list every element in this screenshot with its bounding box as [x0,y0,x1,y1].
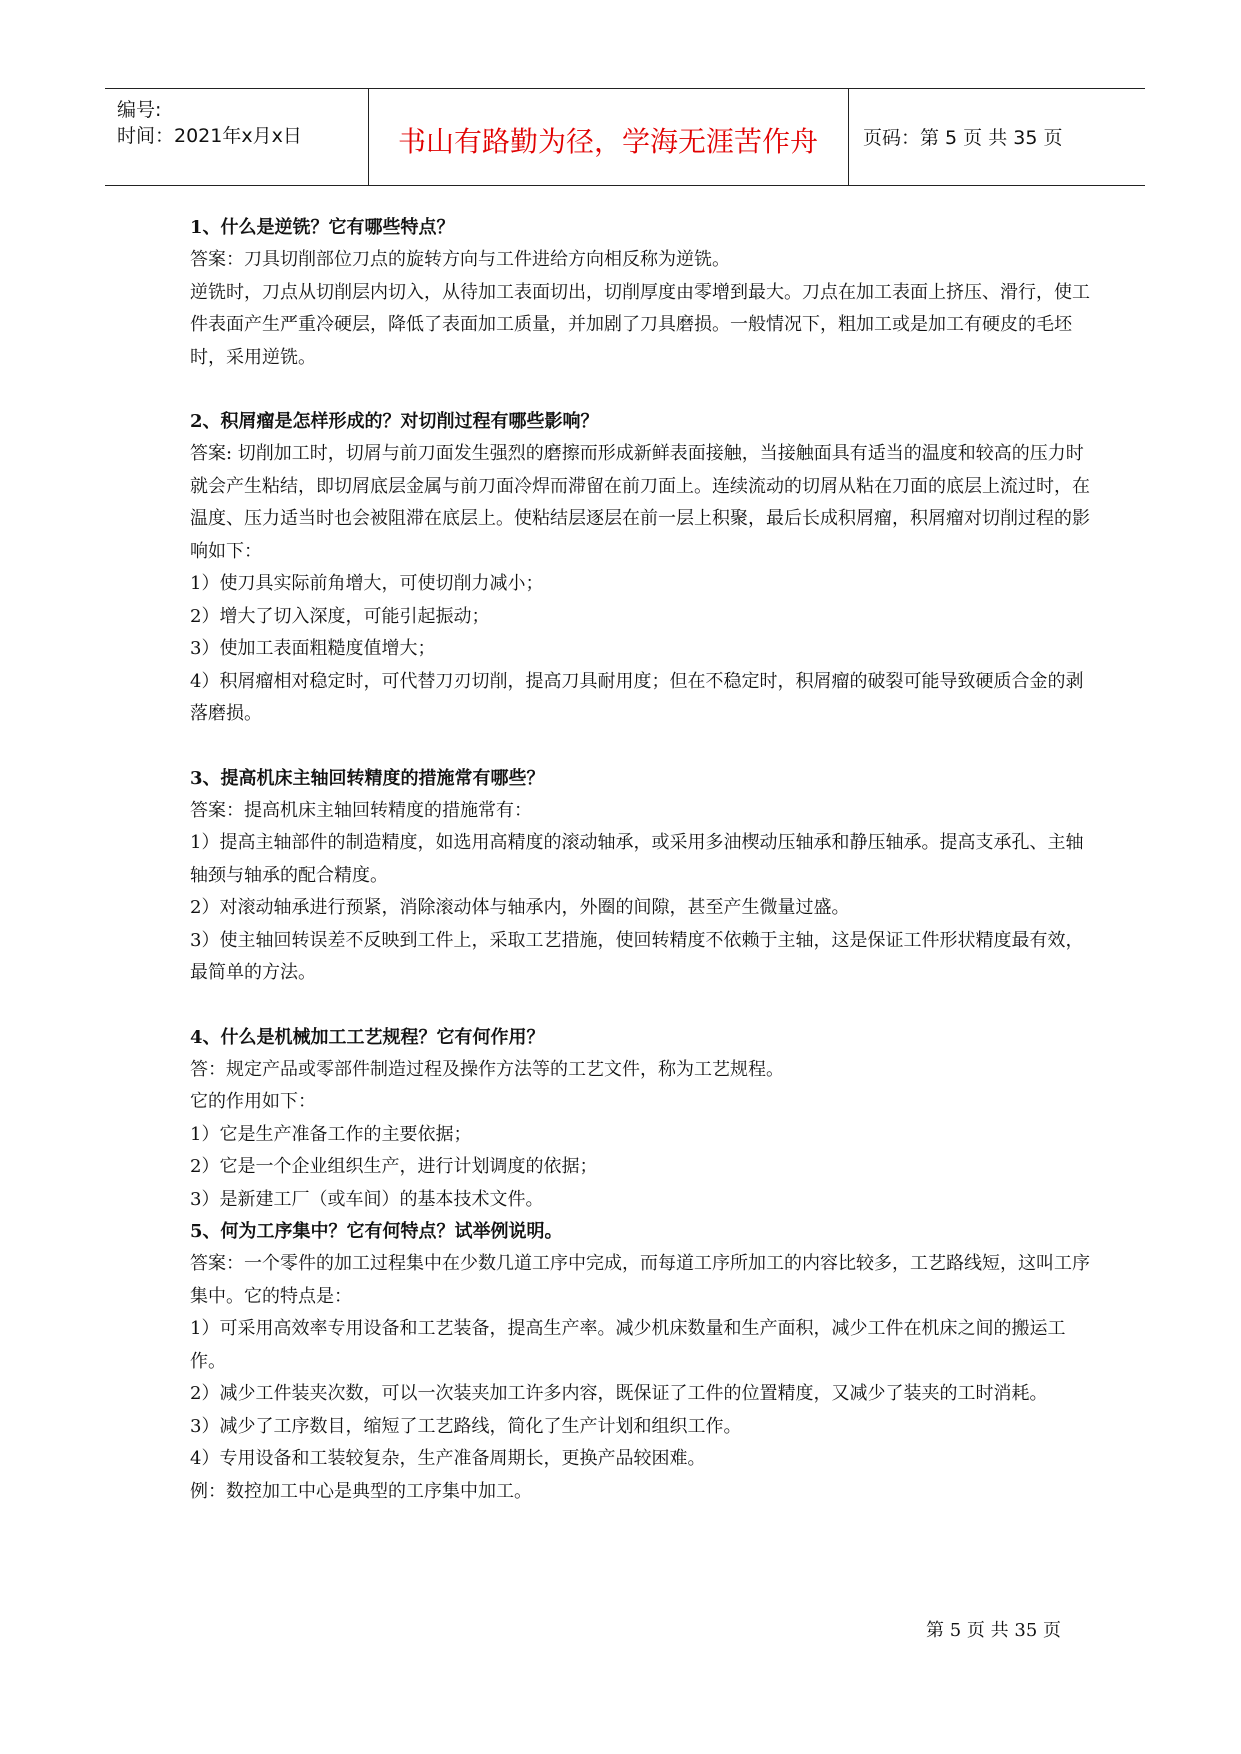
answer-list-item: 1）使刀具实际前角增大，可使切削力减小； [190,573,544,594]
header-motto: 书山有路勤为径，学海无涯苦作舟 [397,125,818,158]
answer-list-item: 3）使主轴回转误差不反映到工件上，采取工艺措施，使回转精度不依赖于主轴，这是保证工件形状精度最有效，最简单的方法。 [190,929,1084,983]
page-header [105,88,1145,186]
header-page-label: 页码：第 5 页 共 35 页 [863,127,1063,149]
answer-list-item: 2）增大了切入深度，可能引起振动； [190,605,490,627]
answer-list-item: 2）它是一个企业组织生产，进行计划调度的依据； [190,1156,598,1177]
answer-paragraph: 答案：提高机床主轴回转精度的措施常有： [190,799,532,821]
answer-list-item: 4）积屑瘤相对稳定时，可代替刀刃切削，提高刀具耐用度；但在不稳定时，积屑瘤的破裂可能导致硬质合金的剥落磨损。 [190,670,1084,724]
answer-list-item: 1）可采用高效率专用设备和工艺装备，提高生产率。减少机床数量和生产面积，减少工件在机床之间的搬运工作。 [190,1318,1066,1372]
answer-list-item: 2）减少工件装夹次数，可以一次装夹加工许多内容，既保证了工件的位置精度，又减少了装夹的工时消耗。 [190,1383,1048,1404]
answer-example: 例：数控加工中心是典型的工序集中加工。 [190,1480,532,1502]
header-pager-cell [849,89,1145,185]
answer-list-item: 3）减少了工序数目，缩短了工艺路线，简化了生产计划和组织工作。 [190,1415,742,1437]
question-section [190,763,1090,990]
answer-list-item: 1）它是生产准备工作的主要依据； [190,1123,472,1145]
question-section [190,1216,1090,1508]
question-section [190,1022,1090,1217]
question-title: 1、什么是逆铣？它有哪些特点？ [190,217,455,238]
question-section [190,212,1090,374]
question-title: 2、积屑瘤是怎样形成的？对切削过程有哪些影响？ [190,411,599,432]
document-body [190,212,1090,1508]
answer-paragraph: 逆铣时，刀点从切削层内切入，从待加工表面切出，切削厚度由零增到最大。刀点在加工表面上挤压、滑行，使工件表面产生严重冷硬层，降低了表面加工质量，并加剧了刀具磨损。一般情况下，粗加工或是加工有硬皮的毛坯时，采用逆铣。 [190,281,1090,368]
answer-paragraph: 答案：一个零件的加工过程集中在少数几道工序中完成，而每道工序所加工的内容比较多，工艺路线短，这叫工序集中。它的特点是： [190,1253,1090,1307]
document-time-label: 时间：2021年x月x日 [117,125,302,147]
answer-paragraph: 答案：刀具切削部位刀点的旋转方向与工件进给方向相反称为逆铣。 [190,249,730,270]
answer-paragraph: 它的作用如下： [190,1091,316,1112]
answer-list-item: 2）对滚动轴承进行预紧，消除滚动体与轴承内，外圈的间隙，甚至产生微量过盛。 [190,897,850,918]
header-info-cell [105,89,369,185]
answer-paragraph: 答：规定产品或零部件制造过程及操作方法等的工艺文件，称为工艺规程。 [190,1058,784,1080]
question-title: 3、提高机床主轴回转精度的措施常有哪些？ [190,767,545,789]
page-footer: 第 5 页 共 35 页 [926,1620,1061,1641]
question-title: 5、何为工序集中？它有何特点？试举例说明。 [190,1221,563,1242]
answer-list-item: 3）是新建工厂（或车间）的基本技术文件。 [190,1188,544,1210]
question-title: 4、什么是机械加工工艺规程？它有何作用？ [190,1026,545,1048]
header-motto-cell [368,89,849,185]
answer-paragraph: 答案: 切削加工时，切屑与前刀面发生强烈的磨擦而形成新鲜表面接触，当接触面具有适当的温度和较高的压力时就会产生粘结，即切屑底层金属与前刀面冷焊而滞留在前刀面上。连续流动的切屑从粘在刀面的底层上流过时，在温度、压力适当时也会被阻滞在底层上。使粘结层逐层在前一层上积聚，最后长成积屑瘤，积屑瘤对切削过程的影响如下： [190,443,1090,562]
answer-list-item: 4）专用设备和工装较复杂，生产准备周期长，更换产品较困难。 [190,1448,706,1469]
answer-list-item: 3）使加工表面粗糙度值增大； [190,638,436,659]
answer-list-item: 1）提高主轴部件的制造精度，如选用高精度的滚动轴承，或采用多油楔动压轴承和静压轴承。提高支承孔、主轴轴颈与轴承的配合精度。 [190,832,1084,886]
question-section [190,406,1090,731]
document-number-label: 编号: [117,99,162,121]
